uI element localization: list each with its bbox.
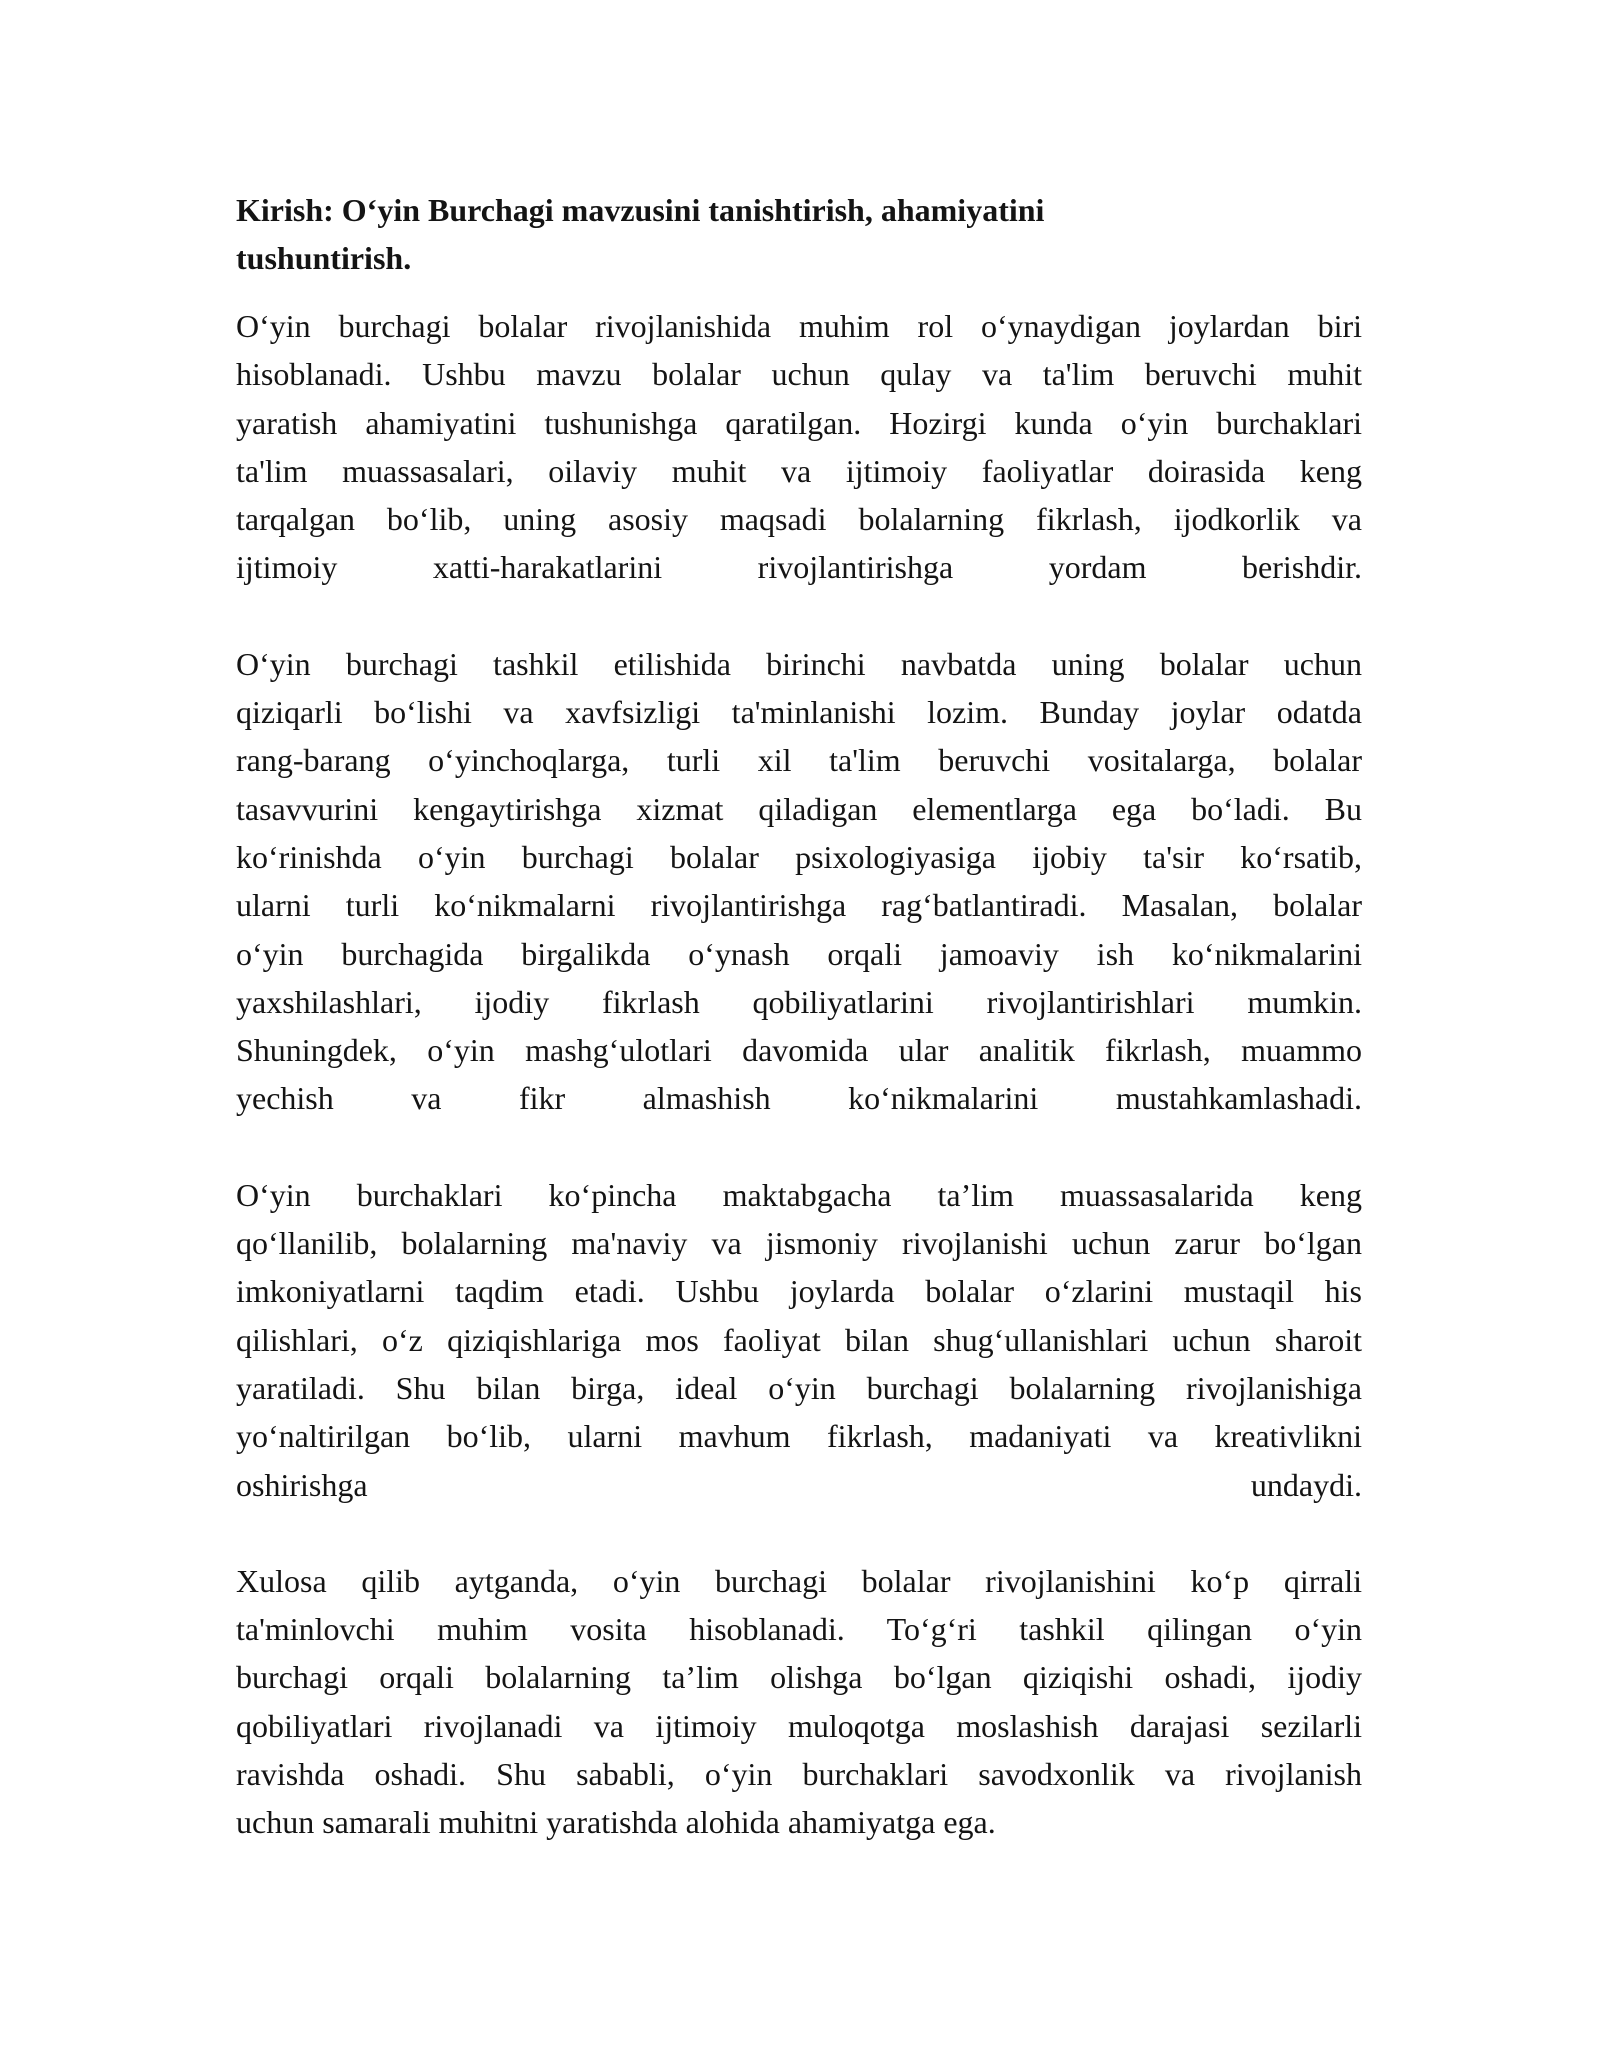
heading-line-2: tushuntirish. <box>236 240 412 276</box>
paragraph-line: uchun samarali muhitni yaratishda alohida ahamiyatga ega. <box>236 1804 996 1841</box>
paragraph-line: yechish va fikr almashish ko‘nikmalarini mustahkamlashadi. <box>236 1080 1362 1117</box>
paragraph-line: O‘yin burchagi tashkil etilishida birinchi navbatda uning bolalar uchun <box>236 645 1362 682</box>
document-body <box>236 302 1362 1847</box>
paragraph-line: burchagi orqali bolalarning ta’lim olishga bo‘lgan qiziqishi oshadi, ijodiy <box>236 1659 1362 1696</box>
paragraph-line: o‘yin burchagida birgalikda o‘ynash orqali jamoaviy ish ko‘nikmalarini <box>236 935 1362 972</box>
paragraph <box>236 1171 1362 1509</box>
paragraph-line: imkoniyatlarni taqdim etadi. Ushbu joylarda bolalar o‘zlarini mustaqil his <box>236 1273 1362 1310</box>
paragraph-line: yo‘naltirilgan bo‘lib, ularni mavhum fikrlash, madaniyati va kreativlikni <box>236 1418 1362 1455</box>
paragraph-line: rang-barang o‘yinchoqlarga, turli xil ta'lim beruvchi vositalarga, bolalar <box>236 742 1362 779</box>
paragraph-line: Shuningdek, o‘yin mashg‘ulotlari davomida ular analitik fikrlash, muammo <box>236 1032 1362 1069</box>
document-page <box>236 186 1362 1847</box>
paragraph-line: O‘yin burchaklari ko‘pincha maktabgacha ta’lim muassasalarida keng <box>236 1176 1362 1213</box>
paragraph-line: yaratiladi. Shu bilan birga, ideal o‘yin burchagi bolalarning rivojlanishiga <box>236 1369 1362 1406</box>
paragraph <box>236 640 1362 1123</box>
paragraph-gap <box>236 1509 1362 1557</box>
paragraph-line: ravishda oshadi. Shu sababli, o‘yin burchaklari savodxonlik va rivojlanish <box>236 1756 1362 1793</box>
paragraph-line: ularni turli ko‘nikmalarni rivojlantirishga rag‘batlantiradi. Masalan, bolalar <box>236 887 1362 924</box>
paragraph-line: ta'lim muassasalari, oilaviy muhit va ijtimoiy faoliyatlar doirasida keng <box>236 452 1362 489</box>
paragraph-line: Xulosa qilib aytganda, o‘yin burchagi bolalar rivojlanishini ko‘p qirrali <box>236 1562 1362 1599</box>
page-heading <box>236 186 1236 282</box>
heading-line-1: Kirish: O‘yin Burchagi mavzusini tanishtirish, ahamiyatini <box>236 192 1045 228</box>
paragraph-gap <box>236 592 1362 640</box>
paragraph-line: qiziqarli bo‘lishi va xavfsizligi ta'minlanishi lozim. Bunday joylar odatda <box>236 694 1362 731</box>
paragraph-line: yaxshilashlari, ijodiy fikrlash qobiliyatlarini rivojlantirishlari mumkin. <box>236 983 1362 1020</box>
paragraph-line: O‘yin burchagi bolalar rivojlanishida muhim rol o‘ynaydigan joylardan biri <box>236 308 1362 344</box>
paragraph-line: ijtimoiy xatti-harakatlarini rivojlantirishga yordam berishdir. <box>236 549 1362 586</box>
paragraph-line: yaratish ahamiyatini tushunishga qaratilgan. Hozirgi kunda o‘yin burchaklari <box>236 404 1362 441</box>
paragraph-line: qobiliyatlari rivojlanadi va ijtimoiy muloqotga moslashish darajasi sezilarli <box>236 1707 1362 1744</box>
paragraph-line: ta'minlovchi muhim vosita hisoblanadi. To‘g‘ri tashkil qilingan o‘yin <box>236 1611 1362 1648</box>
paragraph-line: tarqalgan bo‘lib, uning asosiy maqsadi bolalarning fikrlash, ijodkorlik va <box>236 501 1362 538</box>
paragraph-line: hisoblanadi. Ushbu mavzu bolalar uchun qulay va ta'lim beruvchi muhit <box>236 356 1362 393</box>
paragraph <box>236 1557 1362 1847</box>
paragraph-gap <box>236 1123 1362 1171</box>
paragraph-line: ko‘rinishda o‘yin burchagi bolalar psixologiyasiga ijobiy ta'sir ko‘rsatib, <box>236 838 1362 875</box>
paragraph-line: qo‘llanilib, bolalarning ma'naviy va jismoniy rivojlanishi uchun zarur bo‘lgan <box>236 1225 1362 1262</box>
paragraph-line: qilishlari, o‘z qiziqishlariga mos faoliyat bilan shug‘ullanishlari uchun sharoit <box>236 1321 1362 1358</box>
paragraph <box>236 302 1362 592</box>
paragraph-line: oshirishga undaydi. <box>236 1466 1362 1503</box>
paragraph-line: tasavvurini kengaytirishga xizmat qiladigan elementlarga ega bo‘ladi. Bu <box>236 790 1362 827</box>
